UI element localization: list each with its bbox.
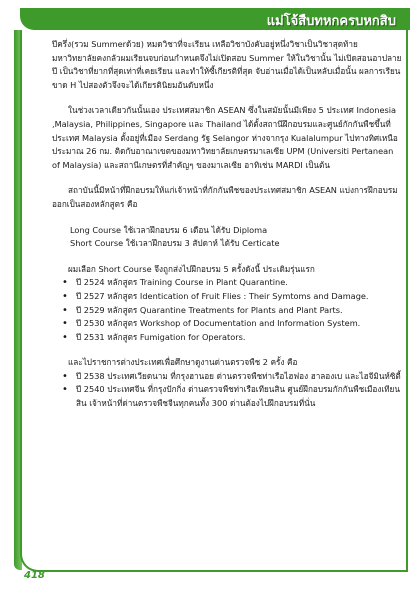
- list-item: • ปี 2529 หลักสูตร Quarantine Treatments for Plants and Plant Parts.: [62, 304, 402, 318]
- body-text: [52, 38, 402, 411]
- header-bar: [20, 8, 410, 30]
- list-item: • ปี 2531 หลักสูตร Fumigation for Operators.: [62, 331, 402, 345]
- page-number: 418: [24, 570, 45, 581]
- paragraph-3: สถาบันนี้มีหน้าที่ฝึกอบรมให้แก่เจ้าหน้าที่กักกันพืชของประเทศสมาชิก ASEAN แบ่งการฝึกอบรมออกเป็นสองหลักสูตร คือ: [52, 185, 398, 209]
- list-item: • ปี 2527 หลักสูตร Identication of Fruit Flies : Their Symtoms and Damage.: [62, 290, 402, 304]
- paragraph-1: ปีครึ่ง(รวม Summerด้วย) หมดวิชาที่จะเรียน เหลือวิชาบังคับอยู่หนึ่งวิชาเป็นวิชาสุดท้ายมหาวิทยาลัยคงกลัวผมเรียนจบก่อนกำหนดจึงไม่เปิดสอบ Summer ให้ในวิชานั้น ไม่เปิดสอนอาปลายปี เป็นวิชาที่ยากที่สุดเท่าที่เคยเรียน และทำให้ซี้เกียรติที่สุด จับอ่านเมื่อได้เป็นหลับเมื่อนั้น ผลการเรียนขาด H ไปสองตัวจึงจะได้เกียรตินิยมอันดับหนึ่ง: [52, 39, 402, 90]
- visit-list: [52, 370, 402, 411]
- training-list: [52, 276, 402, 344]
- list-item: • ปี 2538 ประเทศเวียดนาม ที่กรุงฮานอย ด่านตรวจพืชท่าเรือไฮฟอง ฮาลองเบ และไฮจีมินห์ซิตี้: [62, 370, 402, 384]
- course-long: Long Course ใช้เวลาฝึกอบรม 6 เดือน ได้รับ Diploma: [70, 224, 268, 235]
- list-item: • ปี 2524 หลักสูตร Training Course in Plant Quarantine.: [62, 276, 402, 290]
- list-item: • ปี 2540 ประเทศจีน ที่กรุงปักกิ่ง ด่านตรวจพืชท่าเรือเทียนสิน ศูนย์ฝึกอบรมกักกันพืชเมืองเทียนสิน เจ้าหน้าที่ด่านตรวจพืชจีนทุกคนทั้ง 300 ด่านต้องไปฝึกอบรมที่นั่น: [62, 383, 402, 410]
- course-short: Short Course ใช้เวลาฝึกอบรม 3 สัปดาห์ ได้รับ Certicate: [70, 238, 280, 249]
- list-item: • ปี 2530 หลักสูตร Workshop of Documentation and Information System.: [62, 317, 402, 331]
- paragraph-2: ในช่วงเวลาเดียวกันนั้นเอง ประเทศสมาชิก ASEAN ซึ่งในสมัยนั้นมีเพียง 5 ประเทศ Indonesia ,Malaysia, Philippines, Singapore และ Thailand ได้ตั้งสถานีฝึกอบรมและศูนย์กักกันพืชขึ้นที่ประเทศ Malaysia ตั้งอยู่ที่เมือง Serdang รัฐ Selangor ห่างจากรุง Kualalumpur ไปทางทิศเหนือประมาณ 26 กม. ติดกับอาณาเขตของมหาวิทยาลัยเกษตรมาเลเซีย UPM (Universiti Pertanean of Malaysia) และสถานีเกษตรที่สำคัญๆ ของมาเลเซีย อาทิเช่น MARDI เป็นต้น: [52, 105, 398, 170]
- paragraph-5: และไปราชการต่างประเทศเพื่อศึกษาดูงานด่านตรวจพืช 2 ครั้ง คือ: [68, 357, 298, 368]
- paragraph-4: ผมเลือก Short Course จึงถูกส่งไปฝึกอบรม 5 ครั้งดังนี้ ประเดิมรุ่นแรก: [68, 263, 315, 274]
- header-title: แม่โจ้สืบทหกครบหกสิบ: [266, 14, 396, 29]
